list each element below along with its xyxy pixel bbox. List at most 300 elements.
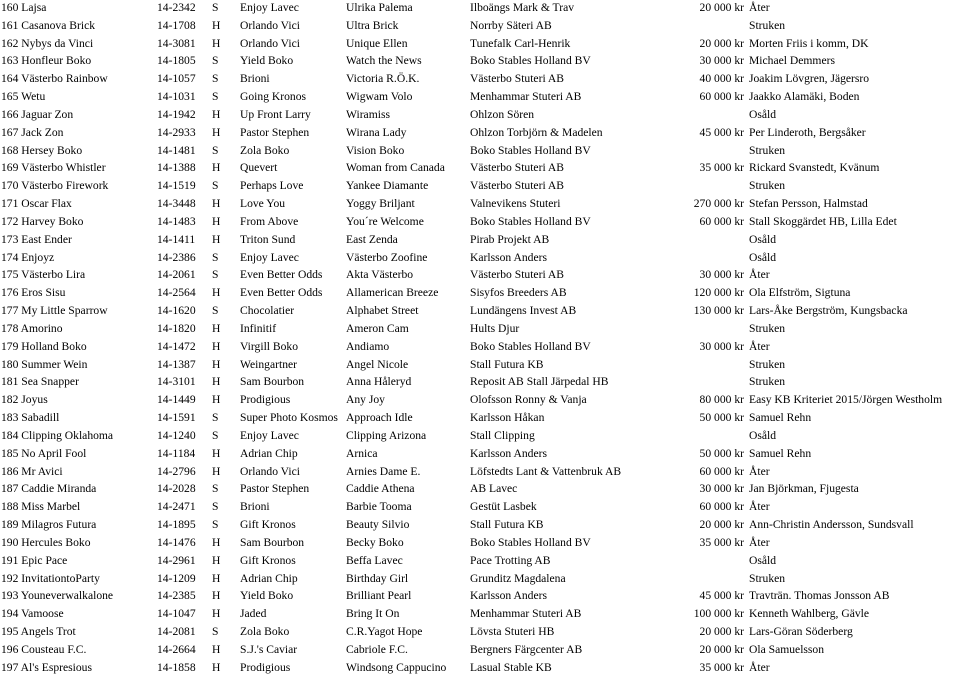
breeder: Lasual Stable KB: [470, 660, 552, 674]
buyer-or-status: Struken: [749, 357, 786, 371]
sire: Orlando Vici: [240, 464, 300, 478]
buyer-or-status: Lars-Göran Söderberg: [749, 624, 853, 638]
breeder: Boko Stables Holland BV: [470, 143, 591, 157]
breeder: Olofsson Ronny & Vanja: [470, 393, 587, 407]
buyer-or-status: Kenneth Wahlberg, Gävle: [749, 607, 870, 621]
breeder: Lövsta Stuteri HB: [470, 624, 555, 638]
registration-number: 14-3448: [157, 197, 196, 211]
breeder: Hults Djur: [470, 321, 520, 335]
dam: Andiamo: [346, 339, 390, 353]
lot-number-and-name: 179 Holland Boko: [1, 339, 87, 353]
table-row: [0, 427, 959, 445]
sire: Quevert: [240, 161, 278, 175]
sex: S: [212, 143, 219, 157]
lot-number-and-name: 162 Nybys da Vinci: [1, 36, 94, 50]
breeder: Stall Clipping: [470, 428, 535, 442]
sire: Brioni: [240, 500, 270, 514]
breeder: Karlsson Anders: [470, 250, 547, 264]
sire: S.J.'s Caviar: [240, 642, 298, 656]
table-row: [0, 338, 959, 356]
breeder: Västerbo Stuteri AB: [470, 72, 565, 86]
price: 100 000 kr: [693, 607, 744, 621]
table-row: [0, 320, 959, 338]
table-row: [0, 391, 959, 409]
sire: Up Front Larry: [240, 107, 311, 121]
lot-number-and-name: 174 Enjoyz: [1, 250, 55, 264]
lot-number-and-name: 180 Summer Wein: [1, 357, 88, 371]
dam: Any Joy: [346, 393, 385, 407]
sire: Orlando Vici: [240, 36, 300, 50]
table-row: [0, 177, 959, 195]
dam: Clipping Arizona: [346, 428, 427, 442]
sire: Pastor Stephen: [240, 482, 310, 496]
buyer-or-status: Easy KB Kriteriet 2015/Jörgen Westholm: [749, 393, 943, 407]
lot-number-and-name: 167 Jack Zon: [1, 125, 64, 139]
dam: Cabriole F.C.: [346, 642, 408, 656]
lot-number-and-name: 196 Cousteau F.C.: [1, 642, 87, 656]
price: 270 000 kr: [693, 197, 744, 211]
registration-number: 14-2061: [157, 268, 196, 282]
breeder: Ohlzon Torbjörn & Madelen: [470, 125, 603, 139]
breeder: Lundängens Invest AB: [470, 304, 577, 318]
sire: Prodigious: [240, 660, 291, 674]
breeder: AB Lavec: [470, 482, 518, 496]
price: 50 000 kr: [699, 411, 744, 425]
sire: Gift Kronos: [240, 518, 296, 532]
dam: Västerbo Zoofine: [346, 250, 428, 264]
sex: H: [212, 36, 221, 50]
table-row: [0, 498, 959, 516]
dam: Yoggy Briljant: [346, 197, 415, 211]
dam: Caddie Athena: [346, 482, 415, 496]
dam: Woman from Canada: [346, 161, 445, 175]
table-row: [0, 463, 959, 481]
registration-number: 14-2081: [157, 624, 196, 638]
buyer-or-status: Samuel Rehn: [749, 446, 812, 460]
dam: Angel Nicole: [346, 357, 409, 371]
dam: C.R.Yagot Hope: [346, 624, 423, 638]
buyer-or-status: Osåld: [749, 107, 777, 121]
buyer-or-status: Jan Björkman, Fjugesta: [749, 482, 859, 496]
dam: Becky Boko: [346, 535, 404, 549]
sire: Infinitif: [240, 321, 277, 335]
lot-number-and-name: 191 Epic Pace: [1, 553, 68, 567]
registration-number: 14-1240: [157, 428, 196, 442]
buyer-or-status: Samuel Rehn: [749, 411, 812, 425]
breeder: Västerbo Stuteri AB: [470, 179, 565, 193]
lot-number-and-name: 192 InvitationtoParty: [1, 571, 100, 585]
dam: Birthday Girl: [346, 571, 409, 585]
dam: Watch the News: [346, 54, 422, 68]
sex: S: [212, 1, 219, 14]
breeder: Ohlzon Sören: [470, 107, 535, 121]
sire: Going Kronos: [240, 90, 307, 104]
price: 20 000 kr: [699, 36, 744, 50]
registration-number: 14-2342: [157, 1, 196, 14]
sire: Even Better Odds: [240, 286, 323, 300]
registration-number: 14-2471: [157, 500, 196, 514]
price: 35 000 kr: [699, 535, 744, 549]
price: 60 000 kr: [699, 90, 744, 104]
table-row: [0, 534, 959, 552]
registration-number: 14-1820: [157, 321, 196, 335]
registration-number: 14-2564: [157, 286, 196, 300]
dam: Wigwam Volo: [346, 90, 413, 104]
sire: Orlando Vici: [240, 18, 300, 32]
sex: S: [212, 179, 219, 193]
sire: Adrian Chip: [240, 446, 298, 460]
dam: Ameron Cam: [346, 321, 409, 335]
buyer-or-status: Osåld: [749, 250, 777, 264]
buyer-or-status: Åter: [749, 464, 770, 478]
breeder: Gestüt Lasbek: [470, 500, 537, 514]
table-row: [0, 516, 959, 534]
lot-number-and-name: 175 Västerbo Lira: [1, 268, 86, 282]
price: 20 000 kr: [699, 518, 744, 532]
sex: H: [212, 535, 221, 549]
buyer-or-status: Joakim Lövgren, Jägersro: [749, 72, 870, 86]
table-row: [0, 35, 959, 53]
sex: H: [212, 660, 221, 674]
lot-number-and-name: 178 Amorino: [1, 321, 63, 335]
sex: H: [212, 161, 221, 175]
dam: Barbie Tooma: [346, 500, 412, 514]
lot-number-and-name: 194 Vamoose: [1, 607, 64, 621]
lot-number-and-name: 195 Angels Trot: [1, 624, 76, 638]
price: 45 000 kr: [699, 125, 744, 139]
buyer-or-status: Åter: [749, 339, 770, 353]
sex: H: [212, 214, 221, 228]
sire: Prodigious: [240, 393, 291, 407]
breeder: Boko Stables Holland BV: [470, 339, 591, 353]
sex: H: [212, 18, 221, 32]
price: 35 000 kr: [699, 161, 744, 175]
dam: Yankee Diamante: [346, 179, 429, 193]
table-row: [0, 159, 959, 177]
price: 120 000 kr: [693, 286, 744, 300]
registration-number: 14-1483: [157, 214, 196, 228]
breeder: Västerbo Stuteri AB: [470, 161, 565, 175]
lot-number-and-name: 169 Västerbo Whistler: [1, 161, 106, 175]
registration-number: 14-1209: [157, 571, 196, 585]
lot-number-and-name: 160 Lajsa: [1, 1, 47, 14]
table-row: [0, 302, 959, 320]
sex: H: [212, 197, 221, 211]
price: 30 000 kr: [699, 268, 744, 282]
sire: Enjoy Lavec: [240, 250, 299, 264]
sire: From Above: [240, 214, 299, 228]
dam: Ulrika Palema: [346, 1, 413, 14]
price: 20 000 kr: [699, 642, 744, 656]
table-row: [0, 195, 959, 213]
sex: S: [212, 90, 219, 104]
price: 30 000 kr: [699, 54, 744, 68]
sex: H: [212, 321, 221, 335]
registration-number: 14-2385: [157, 589, 196, 603]
lot-number-and-name: 189 Milagros Futura: [1, 518, 97, 532]
registration-number: 14-2664: [157, 642, 196, 656]
lot-number-and-name: 171 Oscar Flax: [1, 197, 72, 211]
buyer-or-status: Ann-Christin Andersson, Sundsvall: [749, 518, 914, 532]
breeder: Stall Futura KB: [470, 518, 544, 532]
buyer-or-status: Lars-Åke Bergström, Kungsbacka: [749, 304, 908, 318]
table-row: [0, 124, 959, 142]
table-row: [0, 0, 959, 17]
table-row: [0, 70, 959, 88]
sire: Zola Boko: [240, 143, 290, 157]
buyer-or-status: Michael Demmers: [749, 54, 835, 68]
price: 80 000 kr: [699, 393, 744, 407]
buyer-or-status: Struken: [749, 143, 786, 157]
table-row: [0, 659, 959, 677]
sex: H: [212, 393, 221, 407]
sex: H: [212, 125, 221, 139]
dam: Unique Ellen: [346, 36, 408, 50]
registration-number: 14-1895: [157, 518, 196, 532]
breeder: Boko Stables Holland BV: [470, 214, 591, 228]
registration-number: 14-1591: [157, 411, 196, 425]
sex: S: [212, 624, 219, 638]
price: 35 000 kr: [699, 660, 744, 674]
lot-number-and-name: 163 Honfleur Boko: [1, 54, 92, 68]
registration-number: 14-1620: [157, 304, 196, 318]
dam: Wiramiss: [346, 107, 390, 121]
price: 40 000 kr: [699, 72, 744, 86]
price: 60 000 kr: [699, 500, 744, 514]
sex: S: [212, 250, 219, 264]
sex: H: [212, 553, 221, 567]
breeder: Sisyfos Breeders AB: [470, 286, 567, 300]
buyer-or-status: Osåld: [749, 232, 777, 246]
breeder: Karlsson Anders: [470, 589, 547, 603]
buyer-or-status: Morten Friis i komm, DK: [749, 36, 869, 50]
table-row: [0, 142, 959, 160]
breeder: Menhammar Stuteri AB: [470, 90, 582, 104]
price: 30 000 kr: [699, 482, 744, 496]
dam: Arnies Dame E.: [346, 464, 421, 478]
breeder: Karlsson Anders: [470, 446, 547, 460]
dam: Wirana Lady: [346, 125, 407, 139]
sire: Triton Sund: [240, 232, 296, 246]
registration-number: 14-1057: [157, 72, 196, 86]
sire: Chocolatier: [240, 304, 295, 318]
table-row: [0, 373, 959, 391]
breeder: Boko Stables Holland BV: [470, 535, 591, 549]
table-row: [0, 52, 959, 70]
buyer-or-status: Struken: [749, 571, 786, 585]
breeder: Menhammar Stuteri AB: [470, 607, 582, 621]
table-row: [0, 623, 959, 641]
lot-number-and-name: 161 Casanova Brick: [1, 18, 96, 32]
sire: Weingartner: [240, 357, 298, 371]
lot-number-and-name: 164 Västerbo Rainbow: [1, 72, 108, 86]
sex: S: [212, 411, 219, 425]
table-row: [0, 284, 959, 302]
lot-number-and-name: 181 Sea Snapper: [1, 375, 79, 389]
sex: H: [212, 446, 221, 460]
lot-number-and-name: 190 Hercules Boko: [1, 535, 91, 549]
sex: S: [212, 428, 219, 442]
dam: Beffa Lavec: [346, 553, 403, 567]
breeder: Tunefalk Carl-Henrik: [470, 36, 571, 50]
registration-number: 14-1481: [157, 143, 196, 157]
breeder: Ilboängs Mark & Trav: [470, 1, 575, 14]
buyer-or-status: Stefan Persson, Halmstad: [749, 197, 868, 211]
table-row: [0, 641, 959, 659]
sire: Enjoy Lavec: [240, 1, 299, 14]
sire: Pastor Stephen: [240, 125, 310, 139]
price: 60 000 kr: [699, 464, 744, 478]
lot-number-and-name: 170 Västerbo Firework: [1, 179, 109, 193]
price: 60 000 kr: [699, 214, 744, 228]
sire: Love You: [240, 197, 286, 211]
breeder: Grunditz Magdalena: [470, 571, 566, 585]
table-row: [0, 552, 959, 570]
table-row: [0, 88, 959, 106]
sex: H: [212, 607, 221, 621]
price: 45 000 kr: [699, 589, 744, 603]
sire: Enjoy Lavec: [240, 428, 299, 442]
registration-number: 14-1858: [157, 660, 196, 674]
breeder: Stall Futura KB: [470, 357, 544, 371]
price: 20 000 kr: [699, 1, 744, 14]
dam: Ultra Brick: [346, 18, 399, 32]
registration-number: 14-3081: [157, 36, 196, 50]
buyer-or-status: Travträn. Thomas Jonsson AB: [749, 589, 890, 603]
dam: Windsong Cappucino: [346, 660, 447, 674]
sex: H: [212, 375, 221, 389]
breeder: Norrby Säteri AB: [470, 18, 552, 32]
sex: H: [212, 339, 221, 353]
sex: S: [212, 518, 219, 532]
sire: Sam Bourbon: [240, 535, 305, 549]
registration-number: 14-1519: [157, 179, 196, 193]
buyer-or-status: Rickard Svanstedt, Kvänum: [749, 161, 880, 175]
buyer-or-status: Jaakko Alamäki, Boden: [749, 90, 860, 104]
dam: Bring It On: [346, 607, 400, 621]
dam: Allamerican Breeze: [346, 286, 439, 300]
lot-number-and-name: 168 Hersey Boko: [1, 143, 83, 157]
registration-number: 14-1388: [157, 161, 196, 175]
sire: Yield Boko: [240, 54, 294, 68]
sex: S: [212, 54, 219, 68]
registration-number: 14-1472: [157, 339, 196, 353]
dam: You´re Welcome: [346, 214, 424, 228]
sex: S: [212, 500, 219, 514]
sex: H: [212, 232, 221, 246]
registration-number: 14-2961: [157, 553, 196, 567]
sire: Even Better Odds: [240, 268, 323, 282]
table-row: [0, 106, 959, 124]
price: 50 000 kr: [699, 446, 744, 460]
table-row: [0, 409, 959, 427]
dam: Alphabet Street: [346, 304, 419, 318]
lot-number-and-name: 165 Wetu: [1, 90, 46, 104]
table-row: [0, 249, 959, 267]
dam: Akta Västerbo: [346, 268, 414, 282]
sex: S: [212, 72, 219, 86]
sire: Yield Boko: [240, 589, 294, 603]
registration-number: 14-1708: [157, 18, 196, 32]
dam: Brilliant Pearl: [346, 589, 412, 603]
registration-number: 14-1387: [157, 357, 196, 371]
buyer-or-status: Åter: [749, 535, 770, 549]
sex: H: [212, 464, 221, 478]
lot-number-and-name: 187 Caddie Miranda: [1, 482, 97, 496]
sex: S: [212, 482, 219, 496]
table-row: [0, 480, 959, 498]
table-row: [0, 213, 959, 231]
registration-number: 14-2933: [157, 125, 196, 139]
sire: Brioni: [240, 72, 270, 86]
lot-number-and-name: 193 Youneverwalkalone: [1, 589, 114, 603]
sire: Jaded: [240, 607, 267, 621]
table-row: [0, 356, 959, 374]
buyer-or-status: Per Linderoth, Bergsåker: [749, 125, 866, 139]
price: 130 000 kr: [693, 304, 744, 318]
registration-number: 14-2796: [157, 464, 196, 478]
registration-number: 14-1184: [157, 446, 196, 460]
lot-number-and-name: 172 Harvey Boko: [1, 214, 84, 228]
breeder: Karlsson Håkan: [470, 411, 545, 425]
registration-number: 14-1805: [157, 54, 196, 68]
lot-number-and-name: 173 East Ender: [1, 232, 72, 246]
breeder: Reposit AB Stall Järpedal HB: [470, 375, 609, 389]
sex: H: [212, 642, 221, 656]
sire: Perhaps Love: [240, 179, 304, 193]
buyer-or-status: Åter: [749, 500, 770, 514]
sex: H: [212, 571, 221, 585]
breeder: Pirab Projekt AB: [470, 232, 550, 246]
sex: H: [212, 357, 221, 371]
dam: Approach Idle: [346, 411, 413, 425]
table-row: [0, 605, 959, 623]
dam: Victoria R.Ö.K.: [346, 72, 420, 86]
sex: H: [212, 589, 221, 603]
dam: Arnica: [346, 446, 378, 460]
buyer-or-status: Osåld: [749, 428, 777, 442]
lot-number-and-name: 182 Joyus: [1, 393, 48, 407]
sex: S: [212, 268, 219, 282]
registration-number: 14-1047: [157, 607, 196, 621]
breeder: Valnevikens Stuteri: [470, 197, 561, 211]
sire: Gift Kronos: [240, 553, 296, 567]
dam: East Zenda: [346, 232, 398, 246]
breeder: Boko Stables Holland BV: [470, 54, 591, 68]
registration-number: 14-1411: [157, 232, 196, 246]
lot-number-and-name: 166 Jaguar Zon: [1, 107, 74, 121]
dam: Beauty Silvio: [346, 518, 410, 532]
sex: S: [212, 304, 219, 318]
table-row: [0, 231, 959, 249]
dam: Vision Boko: [346, 143, 405, 157]
buyer-or-status: Stall Skoggärdet HB, Lilla Edet: [749, 214, 897, 228]
sex: H: [212, 286, 221, 300]
sex: H: [212, 107, 221, 121]
registration-number: 14-3101: [157, 375, 196, 389]
buyer-or-status: Struken: [749, 375, 786, 389]
lot-number-and-name: 186 Mr Avici: [1, 464, 63, 478]
registration-number: 14-1476: [157, 535, 196, 549]
registration-number: 14-1031: [157, 90, 196, 104]
lot-number-and-name: 183 Sabadill: [1, 411, 60, 425]
registration-number: 14-1942: [157, 107, 196, 121]
buyer-or-status: Ola Elfström, Sigtuna: [749, 286, 851, 300]
dam: Anna Håleryd: [346, 375, 412, 389]
sire: Zola Boko: [240, 624, 290, 638]
breeder: Bergners Färgcenter AB: [470, 642, 583, 656]
table-row: [0, 266, 959, 284]
